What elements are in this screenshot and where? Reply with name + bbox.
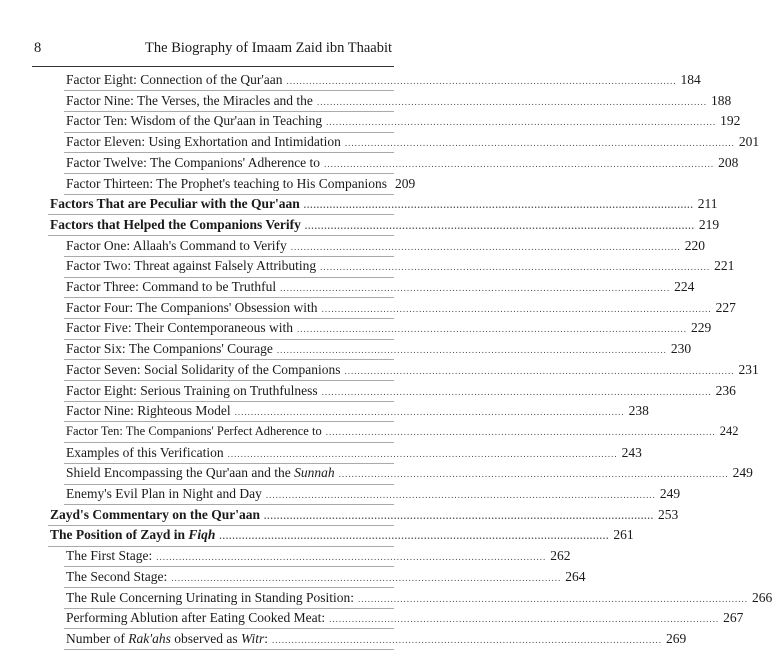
- toc-entry-label: Shield Encompassing the Qur'aan and the Sunnah: [66, 465, 335, 481]
- toc-page-number: 267: [723, 610, 744, 626]
- toc-entry: [66, 299, 736, 320]
- running-title: The Biography of Imaam Zaid ibn Thaabit: [145, 40, 392, 56]
- toc-page-number: 266: [751, 589, 772, 605]
- toc-page-number: 264: [565, 568, 586, 584]
- dot-leader: ........................................................................................................................: [276, 345, 667, 356]
- row-separator: [48, 214, 394, 215]
- toc-entry-label: Factor Ten: The Companions' Perfect Adherence to: [66, 423, 322, 438]
- toc-entry-label: Factor Seven: Social Solidarity of the Companions: [66, 361, 341, 377]
- toc-entry: [66, 258, 735, 278]
- row-separator: [64, 401, 394, 402]
- toc-entry: [66, 72, 701, 92]
- row-separator: [64, 504, 394, 505]
- row-separator: [64, 318, 394, 319]
- dot-leader: ........................................................................................................................: [219, 531, 610, 542]
- row-separator: [64, 628, 394, 629]
- dot-leader: ........................................................................................................................: [227, 448, 618, 459]
- toc-entry: [66, 154, 739, 175]
- toc-page-number: 269: [666, 630, 687, 646]
- row-separator: [64, 649, 394, 650]
- toc-page-number: 201: [738, 134, 760, 150]
- dot-leader: ........................................................................................................................: [265, 490, 656, 500]
- dot-leader: ........................................................................................................................: [326, 117, 717, 128]
- row-separator: [64, 152, 394, 153]
- toc-page-number: 261: [613, 527, 634, 543]
- toc-entry: [66, 423, 739, 444]
- toc-entry: [66, 361, 759, 382]
- toc-entry: [66, 382, 736, 403]
- toc-section-entry: [50, 527, 634, 547]
- toc-page-number: 208: [718, 154, 739, 170]
- toc-entry-label: Number of Rak'ahs observed as Witr:: [66, 630, 269, 646]
- dot-leader: ........................................................................................................................: [338, 469, 729, 480]
- row-separator: [64, 463, 394, 464]
- row-separator: [64, 587, 394, 588]
- toc-entry-label: Examples of this Verification: [66, 444, 224, 460]
- row-separator: [64, 297, 394, 298]
- toc-page-number: 211: [697, 196, 718, 212]
- dot-leader: ........................................................................................................................: [324, 158, 715, 169]
- toc-entry: [66, 134, 760, 154]
- toc-page-number: 231: [738, 361, 759, 377]
- row-separator: [64, 132, 394, 133]
- toc-entry: [66, 403, 649, 423]
- row-separator: [48, 525, 394, 526]
- dot-leader: ........................................................................................................................: [171, 572, 562, 583]
- dot-leader: ........................................................................................................................: [304, 220, 695, 231]
- toc-entry: [66, 486, 681, 506]
- row-separator: [64, 566, 394, 567]
- row-separator: [64, 608, 394, 609]
- dot-leader: ........................................................................................................................: [264, 510, 655, 521]
- dot-leader: ........................................................................................................................: [344, 365, 735, 376]
- toc-entry-label: The Rule Concerning Urinating in Standing Position:: [66, 589, 354, 605]
- dot-leader: ........................................................................................................................: [344, 138, 735, 149]
- toc-entry-label: Factor Eight: Connection of the Qur'aan: [66, 72, 283, 87]
- dot-leader: ........................................................................................................................: [290, 241, 681, 252]
- toc-page-number: 224: [674, 279, 695, 294]
- toc-entry: [66, 548, 571, 568]
- toc-entry: [66, 113, 741, 133]
- toc-entry: [66, 320, 712, 340]
- toc-entry-label: Factor Twelve: The Companions' Adherence to: [66, 154, 321, 170]
- row-separator: [64, 359, 394, 360]
- header-rule: [32, 66, 394, 67]
- row-separator: [64, 442, 394, 443]
- dot-leader: ........................................................................................................................: [280, 283, 671, 293]
- toc-entry: [66, 610, 744, 630]
- page-header: [34, 40, 392, 64]
- row-separator: [64, 111, 394, 112]
- row-separator: [64, 421, 394, 422]
- toc-entry: [66, 175, 416, 196]
- row-separator: [48, 235, 394, 236]
- toc-entry: [66, 589, 772, 610]
- dot-leader: ........................................................................................................................: [156, 552, 547, 563]
- toc-page-number: 192: [720, 113, 741, 129]
- row-separator: [64, 194, 394, 195]
- toc-entry-label: Zayd's Commentary on the Qur'aan: [50, 506, 261, 522]
- toc-page-number: 242: [719, 423, 739, 438]
- row-separator: [64, 380, 394, 381]
- row-separator: [64, 277, 394, 278]
- row-separator: [48, 546, 394, 547]
- toc-page-number: 230: [670, 341, 692, 357]
- toc-entry-label: Factor Thirteen: The Prophet's teaching to His Companions: [66, 175, 388, 191]
- toc-entry: [66, 92, 732, 113]
- toc-entry-label: The Position of Zayd in Fiqh: [50, 527, 216, 543]
- toc-page-number: 227: [715, 299, 736, 315]
- page-number: 8: [34, 40, 42, 56]
- toc-page-number: 209: [395, 175, 416, 191]
- toc-page-number: 184: [680, 72, 701, 87]
- toc-section-entry: [50, 196, 718, 216]
- dot-leader: ........................................................................................................................: [321, 386, 712, 397]
- dot-leader: ........................................................................................................................: [234, 407, 625, 418]
- toc-page-number: 229: [690, 320, 712, 336]
- toc-entry-label: Factors that Helped the Companions Verify: [50, 216, 301, 232]
- dot-leader: ........................................................................................................................: [320, 262, 711, 273]
- toc-entry: [66, 279, 695, 299]
- dot-leader: ........................................................................................................................: [272, 634, 663, 645]
- toc-entry-label: The Second Stage:: [66, 568, 168, 584]
- row-separator: [64, 173, 394, 174]
- toc-entry: [66, 444, 642, 465]
- row-separator: [64, 339, 394, 340]
- toc-page-number: 253: [658, 506, 679, 522]
- toc-entry-label: Factor Five: Their Contemporaneous with: [66, 320, 293, 336]
- toc-entry: [66, 568, 586, 589]
- dot-leader: ........................................................................................................................: [325, 426, 716, 437]
- toc-page-number: 188: [710, 92, 732, 108]
- toc-entry-label: Factor Two: Threat against Falsely Attributing: [66, 258, 317, 274]
- row-separator: [64, 256, 394, 257]
- toc-entry-label: Enemy's Evil Plan in Night and Day: [66, 486, 262, 501]
- toc-page-number: 236: [715, 382, 736, 398]
- toc-entry-label: Factor Nine: Righteous Model: [66, 403, 231, 419]
- toc-page-number: 243: [621, 444, 642, 460]
- dot-leader: ........................................................................................................................: [357, 593, 748, 604]
- dot-leader: ........................................................................................................................: [316, 96, 707, 107]
- toc-section-entry: [50, 216, 720, 237]
- toc-entry: [66, 341, 692, 361]
- toc-entry-label: Factor Three: Command to be Truthful: [66, 279, 277, 294]
- row-separator: [64, 90, 394, 91]
- toc-entry-label: The First Stage:: [66, 548, 153, 564]
- toc-entry: [66, 465, 753, 485]
- dot-leader: ........................................................................................................................: [296, 324, 687, 335]
- toc-page-number: 262: [550, 548, 571, 564]
- toc-page-number: 249: [732, 465, 753, 481]
- toc-page-number: 220: [684, 237, 706, 253]
- dot-leader: ........................................................................................................................: [321, 303, 712, 314]
- dot-leader: ........................................................................................................................: [329, 614, 720, 625]
- toc-entry: [66, 237, 706, 258]
- toc-entry-label: Factor Four: The Companions' Obsession with: [66, 299, 318, 315]
- toc-entry-label: Factor Nine: The Verses, the Miracles and the: [66, 92, 313, 108]
- toc-page-number: 221: [714, 258, 735, 274]
- toc-entry-label: Performing Ablution after Eating Cooked Meat:: [66, 610, 326, 626]
- dot-leader: ........................................................................................................................: [303, 200, 694, 211]
- toc-entry-label: Factor One: Allaah's Command to Verify: [66, 237, 287, 253]
- toc-entry-label: Factor Eight: Serious Training on Truthfulness: [66, 382, 318, 398]
- toc-page-number: 238: [628, 403, 649, 419]
- toc-page-number: 249: [659, 486, 681, 501]
- toc-entry-label: Factor Eleven: Using Exhortation and Intimidation: [66, 134, 341, 150]
- row-separator: [64, 484, 394, 485]
- toc-entry: [66, 630, 687, 651]
- toc-page-number: 219: [698, 216, 720, 232]
- toc-section-entry: [50, 506, 679, 527]
- toc-entry-label: Factor Six: The Companions' Courage: [66, 341, 273, 357]
- toc-entry-label: Factors That are Peculiar with the Qur'aan: [50, 196, 300, 212]
- dot-leader: ........................................................................................................................: [286, 76, 677, 86]
- toc-entry-label: Factor Ten: Wisdom of the Qur'aan in Teaching: [66, 113, 323, 129]
